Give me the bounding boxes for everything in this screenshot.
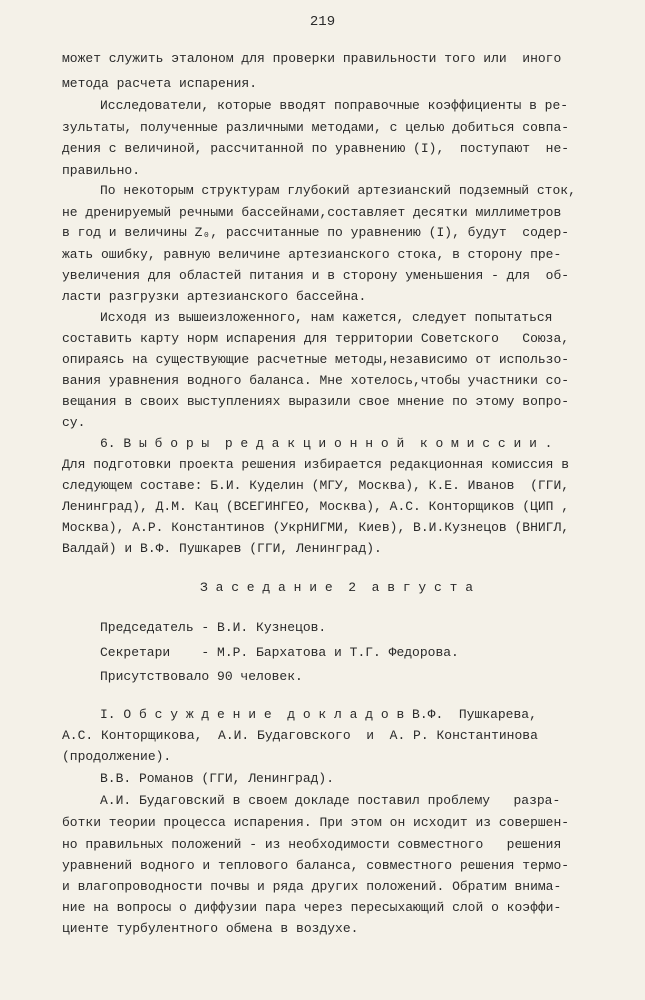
speaker-line: В.В. Романов (ГГИ, Ленинград).	[100, 771, 335, 786]
section-heading-discussion: I. О б с у ж д е н и е д о к л а д о в В.Ф. Пушкарева,	[100, 707, 537, 722]
session-heading: З а с е д а н и е 2 а в г у с т а	[200, 580, 474, 595]
text-line: не дренируемый речными бассейнами,составляет десятки миллиметров	[62, 205, 562, 220]
text-line: правильно.	[62, 163, 141, 178]
text-line: в год и величины Z₀, рассчитанные по уравнению (I), будут содер-	[62, 225, 570, 240]
text-line: (продолжение).	[62, 749, 172, 764]
page-number: 219	[309, 14, 336, 30]
text-line: Ленинград), Д.М. Кац (ВСЕГИНГЕО, Москва), А.С. Конторщиков (ЦИП ,	[62, 499, 570, 514]
text-line: Исследователи, которые вводят поправочные коэффициенты в ре-	[100, 98, 569, 113]
text-line: уравнений водного и теплового баланса, совместного решения термо-	[62, 858, 570, 873]
section-heading-commission: 6. В ы б о р ы р е д а к ц и о н н о й к о м и с с и и .	[100, 436, 553, 451]
text-line: По некоторым структурам глубокий артезианский подземный сток,	[100, 183, 576, 198]
text-line: Валдай) и В.Ф. Пушкарев (ГГИ, Ленинград).	[62, 541, 382, 556]
text-line: может служить эталоном для проверки правильности того или иного	[62, 51, 562, 66]
text-line: Исходя из вышеизложенного, нам кажется, следует попытаться	[100, 310, 553, 325]
text-line: дения с величиной, рассчитанной по уравнению (I), поступают не-	[62, 141, 570, 156]
text-line: Москва), А.Р. Константинов (УкрНИГМИ, Киев), В.И.Кузнецов (ВНИГЛ,	[62, 520, 570, 535]
text-line: А.И. Будаговский в своем докладе поставил проблему разра-	[100, 793, 561, 808]
text-line: следующем составе: Б.И. Куделин (МГУ, Москва), К.Е. Иванов (ГГИ,	[62, 478, 570, 493]
text-line: и влагопроводности почвы и ряда других положений. Обратим внима-	[62, 879, 562, 894]
secretaries-line: Секретари - М.Р. Бархатова и Т.Г. Федорова.	[100, 645, 459, 660]
text-line: зультаты, полученные различными методами, с целью добиться совпа-	[62, 120, 570, 135]
chairman-line: Председатель - В.И. Кузнецов.	[100, 620, 327, 635]
text-line: циенте турбулентного обмена в воздухе.	[62, 921, 359, 936]
text-line: вания уравнения водного баланса. Мне хотелось,чтобы участники со-	[62, 373, 570, 388]
text-line: ние на вопросы о диффузии пара через пересыхающий слой о коэффи-	[62, 900, 562, 915]
text-line: жать ошибку, равную величине артезианского стока, в сторону пре-	[62, 247, 562, 262]
attendance-line: Присутствовало 90 человек.	[100, 669, 303, 684]
text-line: ботки теории процесса испарения. При этом он исходит из совершен-	[62, 815, 570, 830]
text-line: опираясь на существующие расчетные методы,независимо от использо-	[62, 352, 570, 367]
text-line: ласти разгрузки артезианского бассейна.	[62, 289, 367, 304]
text-line: увеличения для областей питания и в сторону уменьшения - для об-	[62, 268, 570, 283]
text-line: вещания в своих выступлениях выразили свое мнение по этому вопро-	[62, 394, 570, 409]
text-line: А.С. Конторщикова, А.И. Будаговского и А. Р. Константинова	[62, 728, 538, 743]
text-line: составить карту норм испарения для территории Советского Союза,	[62, 331, 570, 346]
text-line: метода расчета испарения.	[62, 76, 258, 91]
text-line: Для подготовки проекта решения избирается редакционная комиссия в	[62, 457, 570, 472]
text-line: су.	[62, 415, 86, 430]
text-line: но правильных положений - из необходимости совместного решения	[62, 837, 562, 852]
